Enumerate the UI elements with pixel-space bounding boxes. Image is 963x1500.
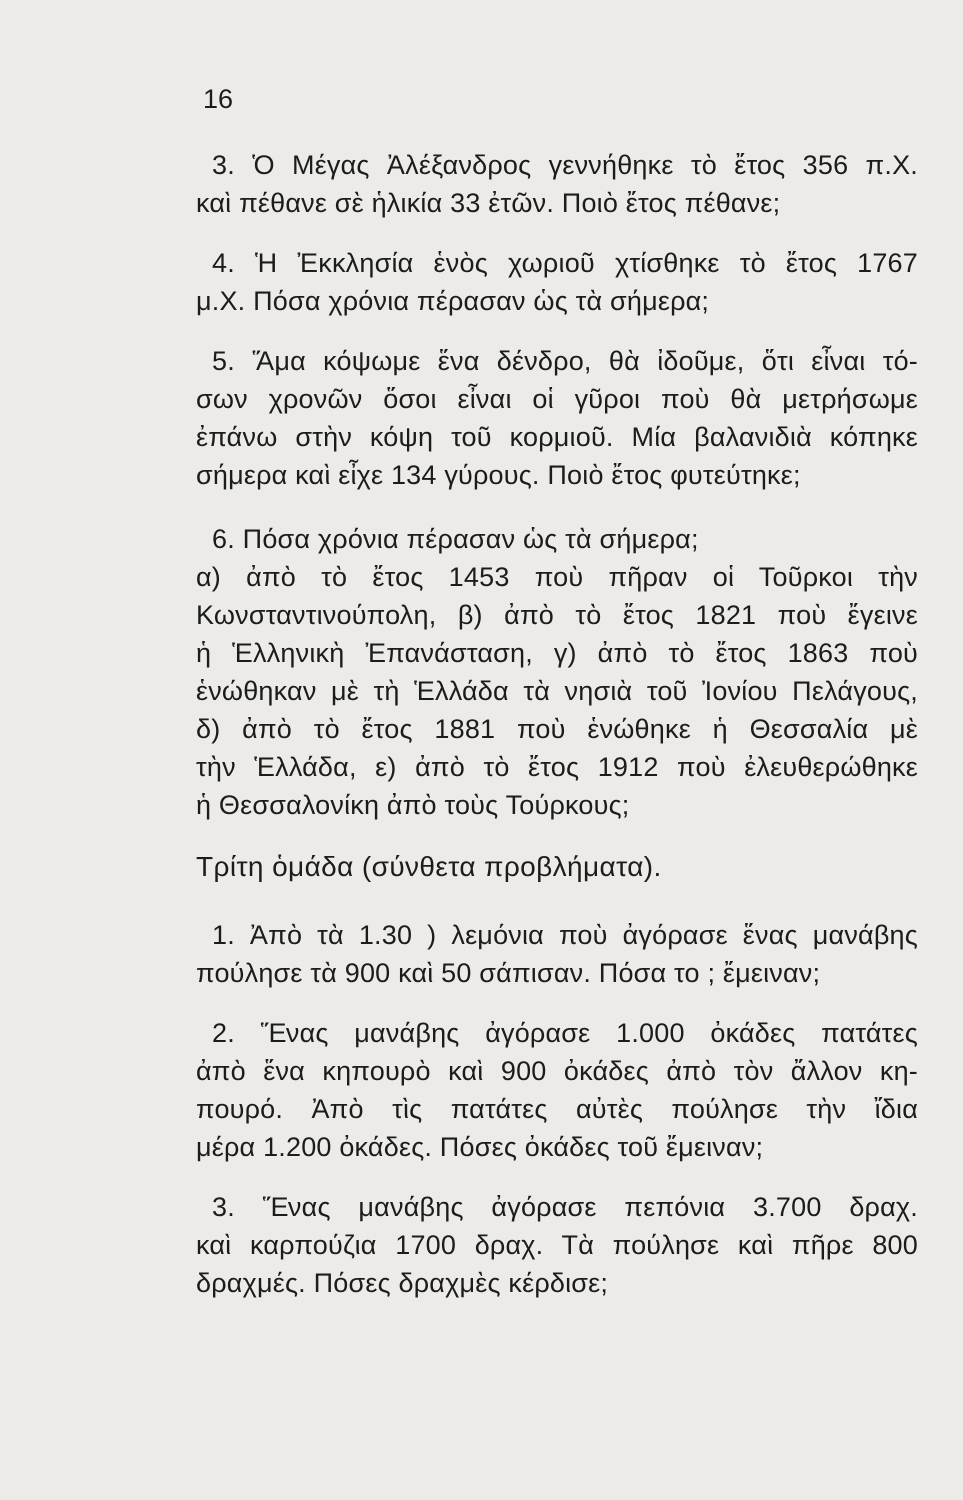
- problem-line: 2. Ἕνας μανάβης ἀγόρασε 1.000 ὀκάδες πατάτες: [212, 1018, 918, 1048]
- problem-line: πούλησε τὰ 900 καὶ 50 σάπισαν. Πόσα το ; ἔμειναν;: [196, 958, 821, 988]
- problem-4: [196, 244, 918, 320]
- problem-line: σήμερα καὶ εἶχε 134 γύρους. Ποιὸ ἔτος φυτεύτηκε;: [196, 460, 801, 490]
- section-heading-text: Τρίτη ὁμάδα (σύνθετα προβλήματα).: [196, 851, 662, 882]
- problem-line: 6. Πόσα χρόνια πέρασαν ὡς τὰ σήμερα;: [212, 524, 699, 554]
- problem-line: καὶ καρπούζια 1700 δραχ. Τὰ πούλησε καὶ πῆρε 800: [196, 1230, 918, 1260]
- problem-line: 5. Ἅμα κόψωμε ἕνα δένδρο, θὰ ἰδοῦμε, ὅτι εἶναι τό-: [212, 346, 918, 376]
- problem-6: [196, 520, 918, 824]
- page-number: 16: [203, 84, 234, 114]
- problem-3: [196, 146, 918, 222]
- problem-line: μ.Χ. Πόσα χρόνια πέρασαν ὡς τὰ σήμερα;: [196, 286, 710, 316]
- page-text: [196, 146, 918, 1324]
- problem-line: 4. Ἡ Ἐκκλησία ἑνὸς χωριοῦ χτίσθηκε τὸ ἔτος 1767: [212, 248, 918, 278]
- problem-b-3: [196, 1188, 918, 1302]
- problem-line: καὶ πέθανε σὲ ἡλικία 33 ἐτῶν. Ποιὸ ἔτος πέθανε;: [196, 188, 781, 218]
- section-heading: [196, 848, 918, 886]
- problem-b-2: [196, 1014, 918, 1166]
- problem-line: 1. Ἀπὸ τὰ 1.30 ) λεμόνια ποὺ ἀγόρασε ἕνας μανάβης: [212, 920, 918, 950]
- problem-line: ἡ Θεσσαλονίκη ἀπὸ τοὺς Τούρκους;: [196, 790, 630, 820]
- problem-line: ἀπὸ ἕνα κηπουρὸ καὶ 900 ὀκάδες ἀπὸ τὸν ἄλλον κη-: [196, 1056, 918, 1086]
- problem-b-1: [196, 916, 918, 992]
- problem-line: σων χρονῶν ὅσοι εἶναι οἱ γῦροι ποὺ θὰ μετρήσωμε: [196, 384, 918, 414]
- problem-line: πουρό. Ἀπὸ τὶς πατάτες αὐτὲς πούλησε τὴν ἴδια: [196, 1094, 918, 1124]
- problem-line: Κωνσταντινούπολη, β) ἀπὸ τὸ ἔτος 1821 ποὺ ἔγεινε: [196, 600, 918, 630]
- problem-line: δραχμές. Πόσες δραχμὲς κέρδισε;: [196, 1268, 609, 1298]
- problem-line: τὴν Ἑλλάδα, ε) ἀπὸ τὸ ἔτος 1912 ποὺ ἐλευθερώθηκε: [196, 752, 918, 782]
- problem-line: δ) ἀπὸ τὸ ἔτος 1881 ποὺ ἑνώθηκε ἡ Θεσσαλία μὲ: [196, 714, 918, 744]
- problem-line: ἐπάνω στὴν κόψη τοῦ κορμιοῦ. Μία βαλανιδιὰ κόπηκε: [196, 422, 918, 452]
- problem-line: 3. Ἕνας μανάβης ἀγόρασε πεπόνια 3.700 δραχ.: [212, 1192, 918, 1222]
- problem-5: [196, 342, 918, 494]
- problem-line: 3. Ὁ Μέγας Ἀλέξανδρος γεννήθηκε τὸ ἔτος 356 π.Χ.: [212, 150, 918, 180]
- problem-line: μέρα 1.200 ὀκάδες. Πόσες ὀκάδες τοῦ ἔμειναν;: [196, 1132, 764, 1162]
- problem-line: α) ἀπὸ τὸ ἔτος 1453 ποὺ πῆραν οἱ Τοῦρκοι τὴν: [196, 562, 918, 592]
- problem-line: ἑνώθηκαν μὲ τὴ Ἑλλάδα τὰ νησιὰ τοῦ Ἰονίου Πελάγους,: [196, 676, 918, 706]
- problem-line: ἡ Ἑλληνικὴ Ἐπανάσταση, γ) ἀπὸ τὸ ἔτος 1863 ποὺ: [196, 638, 918, 668]
